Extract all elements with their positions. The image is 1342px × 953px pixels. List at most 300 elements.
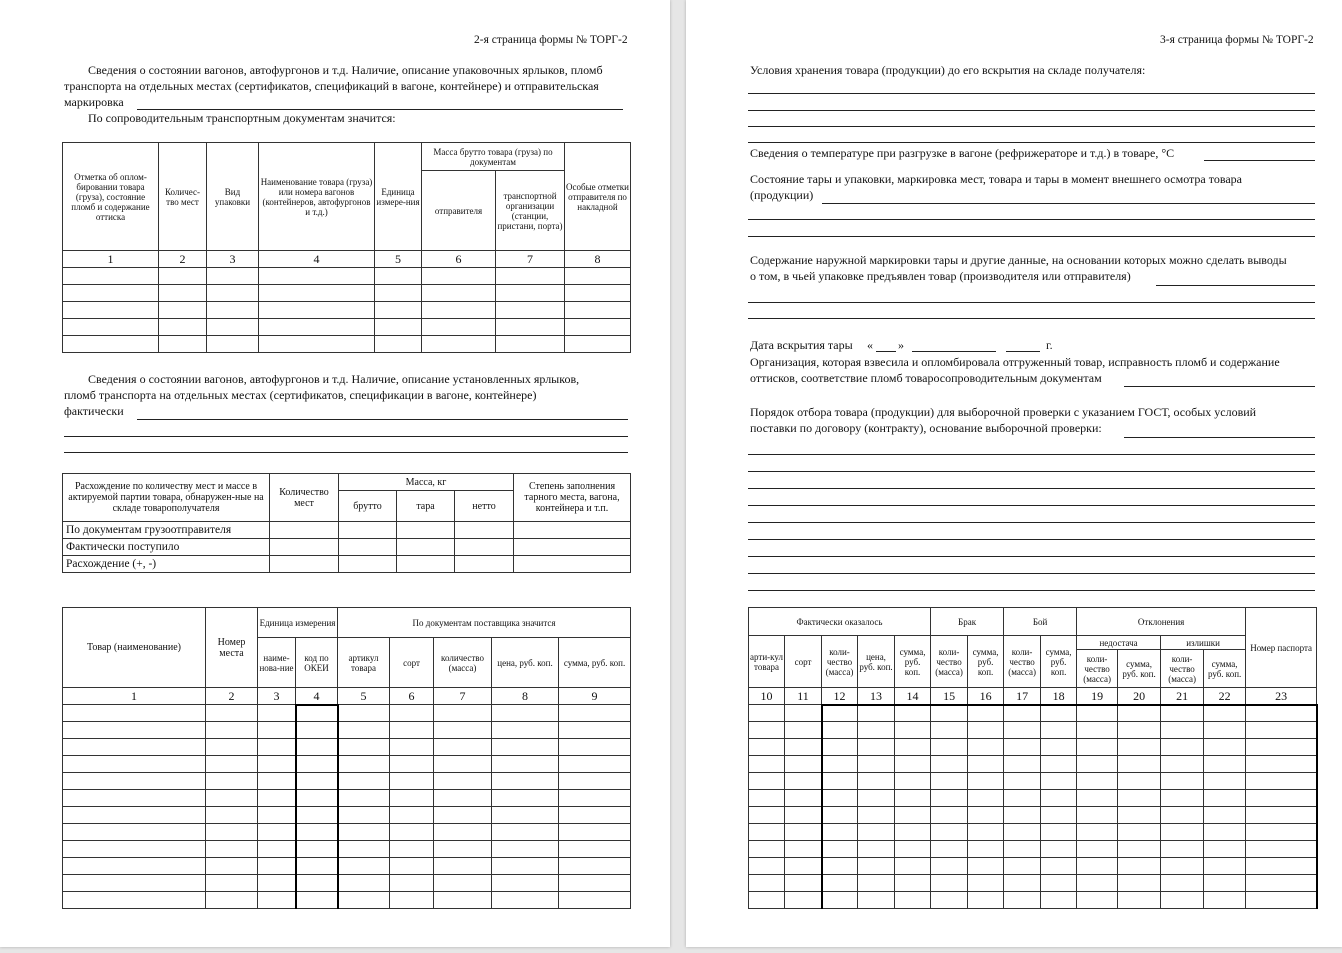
- table-cell[interactable]: [931, 756, 968, 773]
- table-cell[interactable]: [1004, 892, 1041, 909]
- table-cell[interactable]: [1161, 739, 1204, 756]
- table-cell[interactable]: [258, 824, 296, 841]
- table-cell[interactable]: [968, 773, 1004, 790]
- fill-line[interactable]: [64, 436, 628, 437]
- table-cell[interactable]: [492, 858, 559, 875]
- table-cell[interactable]: [858, 705, 895, 722]
- table-cell[interactable]: [559, 773, 631, 790]
- table-cell[interactable]: [785, 705, 822, 722]
- table-cell[interactable]: [492, 756, 559, 773]
- table-cell[interactable]: [931, 722, 968, 739]
- table-cell[interactable]: [1004, 858, 1041, 875]
- table-cell[interactable]: [496, 319, 565, 336]
- table-cell[interactable]: [895, 705, 931, 722]
- table-cell[interactable]: [822, 773, 858, 790]
- table-cell[interactable]: [422, 268, 496, 285]
- fill-line[interactable]: [1156, 285, 1315, 286]
- table-cell[interactable]: [1204, 739, 1246, 756]
- table-cell[interactable]: [492, 705, 559, 722]
- table-cell[interactable]: [514, 522, 631, 539]
- table-cell[interactable]: [968, 722, 1004, 739]
- table-cell[interactable]: [422, 319, 496, 336]
- table-cell[interactable]: [1077, 756, 1118, 773]
- table-cell[interactable]: [1118, 773, 1161, 790]
- table-cell[interactable]: [63, 824, 206, 841]
- table-cell[interactable]: [1077, 790, 1118, 807]
- table-cell[interactable]: [749, 739, 785, 756]
- table-cell[interactable]: [858, 790, 895, 807]
- table-cell[interactable]: [822, 722, 858, 739]
- table-cell[interactable]: [339, 522, 397, 539]
- table-cell[interactable]: [749, 790, 785, 807]
- table-cell[interactable]: [63, 858, 206, 875]
- table-cell[interactable]: [63, 892, 206, 909]
- table-cell[interactable]: [785, 824, 822, 841]
- table-cell[interactable]: [492, 790, 559, 807]
- table-cell[interactable]: [259, 285, 375, 302]
- table-cell[interactable]: [390, 705, 434, 722]
- table-cell[interactable]: [1004, 705, 1041, 722]
- table-cell[interactable]: [895, 892, 931, 909]
- table-cell[interactable]: [63, 875, 206, 892]
- table-cell[interactable]: [390, 773, 434, 790]
- table-cell[interactable]: [931, 807, 968, 824]
- table-cell[interactable]: [492, 841, 559, 858]
- table-cell[interactable]: [296, 722, 338, 739]
- table-cell[interactable]: [206, 705, 258, 722]
- table-cell[interactable]: [1246, 705, 1317, 722]
- table-cell[interactable]: [492, 807, 559, 824]
- table-cell[interactable]: [1041, 875, 1077, 892]
- table-cell[interactable]: [749, 773, 785, 790]
- table-cell[interactable]: [785, 807, 822, 824]
- table-cell[interactable]: [559, 790, 631, 807]
- table-cell[interactable]: [1118, 892, 1161, 909]
- table-cell[interactable]: [1077, 722, 1118, 739]
- table-cell[interactable]: [206, 807, 258, 824]
- table-cell[interactable]: [259, 268, 375, 285]
- table-cell[interactable]: [858, 722, 895, 739]
- fill-line[interactable]: [748, 219, 1315, 220]
- table-cell[interactable]: [822, 807, 858, 824]
- table-cell[interactable]: [63, 756, 206, 773]
- fill-line[interactable]: [748, 302, 1315, 303]
- date-day-field[interactable]: [876, 351, 896, 352]
- table-cell[interactable]: [1246, 875, 1317, 892]
- table-cell[interactable]: [1041, 722, 1077, 739]
- table-cell[interactable]: [338, 875, 390, 892]
- table-cell[interactable]: [1004, 773, 1041, 790]
- table-cell[interactable]: [968, 739, 1004, 756]
- table-cell[interactable]: [207, 336, 259, 353]
- table-cell[interactable]: [822, 790, 858, 807]
- fill-line[interactable]: [1204, 160, 1315, 161]
- table-cell[interactable]: [492, 875, 559, 892]
- table-cell[interactable]: [375, 268, 422, 285]
- table-cell[interactable]: [63, 302, 159, 319]
- table-cell[interactable]: [895, 807, 931, 824]
- table-cell[interactable]: [559, 858, 631, 875]
- table-cell[interactable]: [375, 336, 422, 353]
- table-cell[interactable]: [492, 773, 559, 790]
- table-cell[interactable]: [206, 892, 258, 909]
- table-cell[interactable]: [455, 539, 514, 556]
- table-cell[interactable]: [559, 807, 631, 824]
- table-cell[interactable]: [1118, 756, 1161, 773]
- table-cell[interactable]: [1077, 807, 1118, 824]
- table-cell[interactable]: [822, 756, 858, 773]
- table-cell[interactable]: [785, 722, 822, 739]
- table-cell[interactable]: [822, 739, 858, 756]
- table-cell[interactable]: [895, 875, 931, 892]
- table-cell[interactable]: [390, 722, 434, 739]
- table-cell[interactable]: [492, 722, 559, 739]
- table-cell[interactable]: [1161, 807, 1204, 824]
- table-cell[interactable]: [559, 875, 631, 892]
- table-cell[interactable]: [296, 807, 338, 824]
- table-cell[interactable]: [1004, 756, 1041, 773]
- table-cell[interactable]: [1246, 756, 1317, 773]
- table-cell[interactable]: [565, 285, 631, 302]
- table-cell[interactable]: [1204, 892, 1246, 909]
- table-cell[interactable]: [749, 824, 785, 841]
- table-cell[interactable]: [1004, 722, 1041, 739]
- table-cell[interactable]: [270, 522, 339, 539]
- table-cell[interactable]: [258, 790, 296, 807]
- table-cell[interactable]: [422, 336, 496, 353]
- table-cell[interactable]: [63, 790, 206, 807]
- table-cell[interactable]: [1041, 892, 1077, 909]
- table-cell[interactable]: [1041, 790, 1077, 807]
- table-cell[interactable]: [559, 739, 631, 756]
- table-cell[interactable]: [565, 336, 631, 353]
- table-cell[interactable]: [338, 892, 390, 909]
- table-cell[interactable]: [422, 302, 496, 319]
- table-cell[interactable]: [492, 892, 559, 909]
- table-cell[interactable]: [895, 841, 931, 858]
- table-cell[interactable]: [1077, 824, 1118, 841]
- fill-line[interactable]: [748, 110, 1315, 111]
- table-cell[interactable]: [858, 739, 895, 756]
- table-cell[interactable]: [968, 705, 1004, 722]
- table-cell[interactable]: [296, 841, 338, 858]
- fill-line[interactable]: [748, 471, 1315, 472]
- table-cell[interactable]: [968, 841, 1004, 858]
- table-cell[interactable]: [496, 268, 565, 285]
- table-cell[interactable]: [434, 824, 492, 841]
- fill-line[interactable]: [748, 539, 1315, 540]
- table-cell[interactable]: [338, 807, 390, 824]
- table-cell[interactable]: [858, 858, 895, 875]
- table-cell[interactable]: [1077, 739, 1118, 756]
- table-cell[interactable]: [258, 705, 296, 722]
- table-cell[interactable]: [1077, 892, 1118, 909]
- table-cell[interactable]: [1204, 875, 1246, 892]
- table-cell[interactable]: [565, 319, 631, 336]
- fill-line[interactable]: [822, 203, 1315, 204]
- table-cell[interactable]: [207, 285, 259, 302]
- table-cell[interactable]: [206, 875, 258, 892]
- table-cell[interactable]: [858, 807, 895, 824]
- table-cell[interactable]: [1204, 858, 1246, 875]
- table-cell[interactable]: [63, 739, 206, 756]
- table-cell[interactable]: [270, 539, 339, 556]
- fill-line[interactable]: [137, 419, 628, 420]
- table-cell[interactable]: [858, 824, 895, 841]
- table-cell[interactable]: [1161, 756, 1204, 773]
- table-cell[interactable]: [1077, 773, 1118, 790]
- table-cell[interactable]: [1161, 773, 1204, 790]
- table-cell[interactable]: [296, 756, 338, 773]
- table-cell[interactable]: [434, 773, 492, 790]
- table-cell[interactable]: [1161, 892, 1204, 909]
- table-cell[interactable]: [1161, 824, 1204, 841]
- table-cell[interactable]: [1041, 705, 1077, 722]
- table-cell[interactable]: [822, 892, 858, 909]
- table-cell[interactable]: [258, 875, 296, 892]
- table-cell[interactable]: [931, 875, 968, 892]
- table-cell[interactable]: [1118, 807, 1161, 824]
- table-cell[interactable]: [565, 302, 631, 319]
- table-cell[interactable]: [749, 722, 785, 739]
- table-cell[interactable]: [390, 807, 434, 824]
- fill-line[interactable]: [748, 236, 1315, 237]
- table-cell[interactable]: [1204, 705, 1246, 722]
- table-cell[interactable]: [422, 285, 496, 302]
- table-cell[interactable]: [434, 892, 492, 909]
- table-cell[interactable]: [258, 892, 296, 909]
- table-cell[interactable]: [1246, 790, 1317, 807]
- table-cell[interactable]: [397, 556, 455, 573]
- table-cell[interactable]: [1004, 807, 1041, 824]
- table-cell[interactable]: [206, 739, 258, 756]
- table-cell[interactable]: [1246, 807, 1317, 824]
- table-cell[interactable]: [1204, 773, 1246, 790]
- fill-line[interactable]: [748, 142, 1315, 143]
- table-cell[interactable]: [1246, 892, 1317, 909]
- table-cell[interactable]: [338, 739, 390, 756]
- table-cell[interactable]: [63, 841, 206, 858]
- table-cell[interactable]: [1161, 858, 1204, 875]
- table-cell[interactable]: [1246, 858, 1317, 875]
- table-cell[interactable]: [1204, 722, 1246, 739]
- table-cell[interactable]: [338, 790, 390, 807]
- table-cell[interactable]: [258, 841, 296, 858]
- table-cell[interactable]: [858, 756, 895, 773]
- table-cell[interactable]: [206, 773, 258, 790]
- table-cell[interactable]: [785, 875, 822, 892]
- table-cell[interactable]: [749, 875, 785, 892]
- table-cell[interactable]: [1118, 875, 1161, 892]
- table-cell[interactable]: [296, 824, 338, 841]
- table-cell[interactable]: [63, 336, 159, 353]
- table-cell[interactable]: [968, 858, 1004, 875]
- table-cell[interactable]: [1004, 790, 1041, 807]
- table-cell[interactable]: [63, 319, 159, 336]
- table-cell[interactable]: [968, 892, 1004, 909]
- table-cell[interactable]: [375, 319, 422, 336]
- table-cell[interactable]: [931, 773, 968, 790]
- table-cell[interactable]: [338, 858, 390, 875]
- table-cell[interactable]: [338, 722, 390, 739]
- table-cell[interactable]: [375, 285, 422, 302]
- table-cell[interactable]: [455, 522, 514, 539]
- table-cell[interactable]: [1118, 824, 1161, 841]
- table-cell[interactable]: [822, 875, 858, 892]
- table-cell[interactable]: [1204, 841, 1246, 858]
- table-cell[interactable]: [749, 858, 785, 875]
- table-cell[interactable]: [434, 858, 492, 875]
- fill-line[interactable]: [748, 318, 1315, 319]
- table-cell[interactable]: [785, 773, 822, 790]
- table-cell[interactable]: [270, 556, 339, 573]
- table-cell[interactable]: [390, 858, 434, 875]
- table-cell[interactable]: [1077, 841, 1118, 858]
- table-cell[interactable]: [895, 773, 931, 790]
- table-cell[interactable]: [338, 705, 390, 722]
- table-cell[interactable]: [296, 892, 338, 909]
- table-cell[interactable]: [1161, 875, 1204, 892]
- table-cell[interactable]: [63, 773, 206, 790]
- table-cell[interactable]: [895, 739, 931, 756]
- fill-line[interactable]: [1124, 386, 1315, 387]
- table-cell[interactable]: [1246, 722, 1317, 739]
- fill-line[interactable]: [748, 454, 1315, 455]
- table-cell[interactable]: [749, 841, 785, 858]
- table-cell[interactable]: [1204, 756, 1246, 773]
- table-cell[interactable]: [1246, 773, 1317, 790]
- table-cell[interactable]: [296, 739, 338, 756]
- table-cell[interactable]: [1041, 824, 1077, 841]
- table-cell[interactable]: [339, 539, 397, 556]
- table-cell[interactable]: [1041, 858, 1077, 875]
- table-cell[interactable]: [258, 722, 296, 739]
- table-cell[interactable]: [785, 858, 822, 875]
- table-cell[interactable]: [822, 858, 858, 875]
- fill-line[interactable]: [748, 93, 1315, 94]
- table-cell[interactable]: [785, 790, 822, 807]
- table-cell[interactable]: [931, 739, 968, 756]
- table-cell[interactable]: [931, 705, 968, 722]
- table-cell[interactable]: [1004, 739, 1041, 756]
- table-cell[interactable]: [931, 790, 968, 807]
- fill-line[interactable]: [137, 109, 623, 110]
- table-cell[interactable]: [968, 790, 1004, 807]
- table-cell[interactable]: [1077, 858, 1118, 875]
- table-cell[interactable]: [931, 841, 968, 858]
- table-cell[interactable]: [1246, 841, 1317, 858]
- table-cell[interactable]: [968, 756, 1004, 773]
- fill-line[interactable]: [748, 126, 1315, 127]
- table-cell[interactable]: [206, 756, 258, 773]
- fill-line[interactable]: [748, 488, 1315, 489]
- table-cell[interactable]: [206, 858, 258, 875]
- table-cell[interactable]: [63, 705, 206, 722]
- table-cell[interactable]: [895, 756, 931, 773]
- table-cell[interactable]: [858, 892, 895, 909]
- table-cell[interactable]: [1004, 824, 1041, 841]
- table-cell[interactable]: [259, 302, 375, 319]
- table-cell[interactable]: [1118, 722, 1161, 739]
- table-cell[interactable]: [559, 824, 631, 841]
- table-cell[interactable]: [1246, 824, 1317, 841]
- fill-line[interactable]: [748, 505, 1315, 506]
- table-cell[interactable]: [1041, 841, 1077, 858]
- fill-line[interactable]: [1124, 437, 1315, 438]
- table-cell[interactable]: [514, 539, 631, 556]
- table-cell[interactable]: [514, 556, 631, 573]
- table-cell[interactable]: [858, 875, 895, 892]
- table-cell[interactable]: [434, 790, 492, 807]
- table-cell[interactable]: [338, 756, 390, 773]
- table-cell[interactable]: [159, 319, 207, 336]
- table-cell[interactable]: [749, 756, 785, 773]
- table-cell[interactable]: [492, 739, 559, 756]
- table-cell[interactable]: [206, 790, 258, 807]
- table-cell[interactable]: [749, 705, 785, 722]
- table-cell[interactable]: [1077, 875, 1118, 892]
- table-cell[interactable]: [390, 841, 434, 858]
- table-cell[interactable]: [822, 705, 858, 722]
- table-cell[interactable]: [434, 705, 492, 722]
- table-cell[interactable]: [206, 722, 258, 739]
- table-cell[interactable]: [749, 807, 785, 824]
- table-cell[interactable]: [296, 773, 338, 790]
- table-cell[interactable]: [1118, 705, 1161, 722]
- table-cell[interactable]: [968, 824, 1004, 841]
- table-cell[interactable]: [397, 522, 455, 539]
- table-cell[interactable]: [785, 739, 822, 756]
- table-cell[interactable]: [492, 824, 559, 841]
- table-cell[interactable]: [207, 302, 259, 319]
- fill-line[interactable]: [64, 452, 628, 453]
- table-cell[interactable]: [1041, 773, 1077, 790]
- fill-line[interactable]: [748, 522, 1315, 523]
- table-cell[interactable]: [159, 268, 207, 285]
- table-cell[interactable]: [1118, 790, 1161, 807]
- table-cell[interactable]: [258, 756, 296, 773]
- table-cell[interactable]: [339, 556, 397, 573]
- table-cell[interactable]: [375, 302, 422, 319]
- table-cell[interactable]: [1161, 705, 1204, 722]
- table-cell[interactable]: [1077, 705, 1118, 722]
- table-cell[interactable]: [434, 841, 492, 858]
- table-cell[interactable]: [296, 875, 338, 892]
- table-cell[interactable]: [390, 756, 434, 773]
- table-cell[interactable]: [785, 841, 822, 858]
- table-cell[interactable]: [931, 824, 968, 841]
- table-cell[interactable]: [822, 841, 858, 858]
- table-cell[interactable]: [895, 722, 931, 739]
- table-cell[interactable]: [1041, 807, 1077, 824]
- fill-line[interactable]: [748, 590, 1315, 591]
- table-cell[interactable]: [858, 841, 895, 858]
- table-cell[interactable]: [565, 268, 631, 285]
- table-cell[interactable]: [159, 336, 207, 353]
- table-cell[interactable]: [259, 336, 375, 353]
- table-cell[interactable]: [390, 824, 434, 841]
- date-month-field[interactable]: [912, 351, 996, 352]
- table-cell[interactable]: [785, 756, 822, 773]
- table-cell[interactable]: [1204, 807, 1246, 824]
- table-cell[interactable]: [1118, 739, 1161, 756]
- table-cell[interactable]: [390, 875, 434, 892]
- table-cell[interactable]: [749, 892, 785, 909]
- table-cell[interactable]: [559, 705, 631, 722]
- table-cell[interactable]: [1161, 841, 1204, 858]
- date-year-field[interactable]: [1006, 351, 1040, 352]
- table-cell[interactable]: [1161, 790, 1204, 807]
